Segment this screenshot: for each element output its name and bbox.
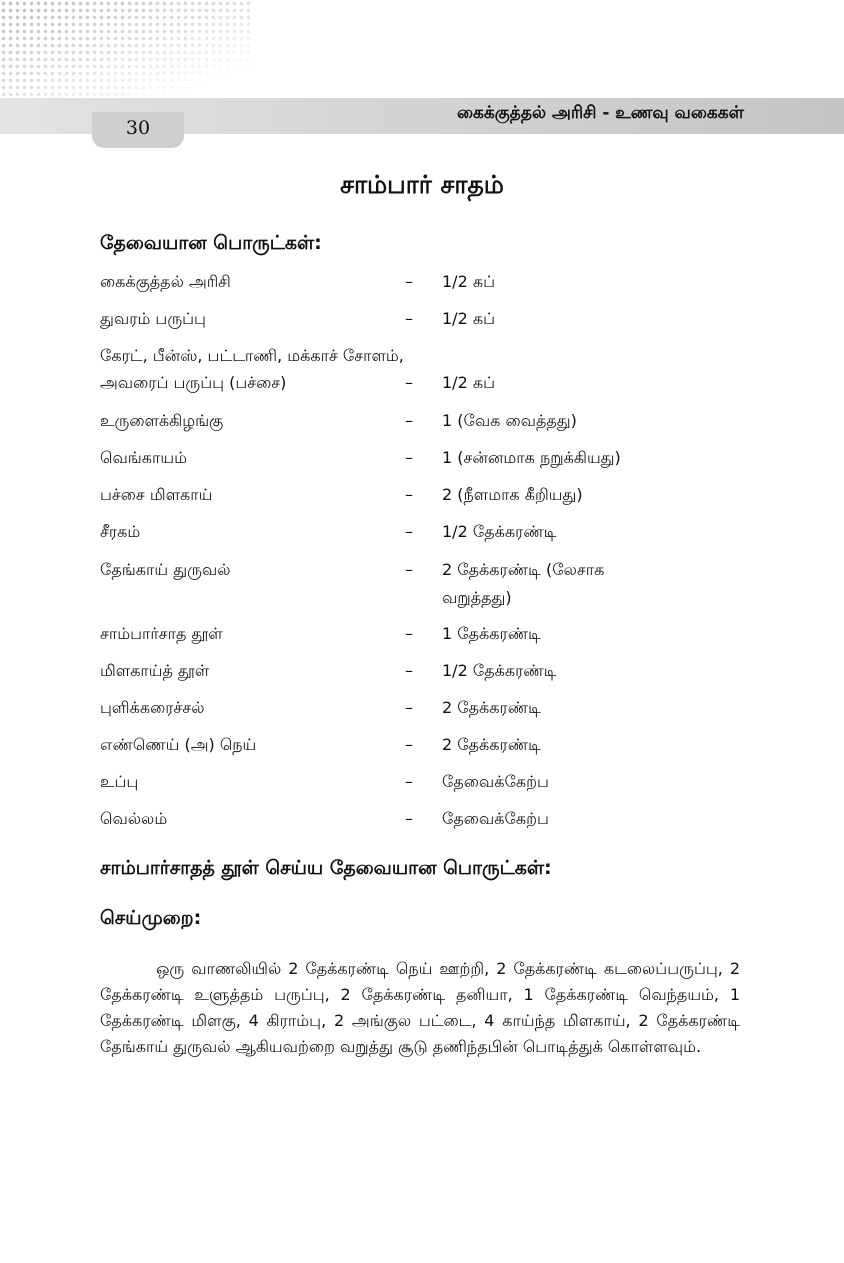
ingredient-name: வெல்லம் [100,809,168,828]
ingredient-dash: – [405,522,413,541]
ingredient-quantity: 1/2 தேக்கரண்டி [442,522,557,541]
ingredients-heading: தேவையான பொருட்கள்: [100,232,322,254]
ingredient-name: பச்சை மிளகாய் [100,485,213,504]
method-heading: செய்முறை: [100,907,202,929]
ingredient-dash: – [405,772,413,791]
ingredient-dash: – [405,809,413,828]
ingredient-quantity: 1 தேக்கரண்டி [442,624,541,643]
ingredient-dash: – [405,309,413,328]
ingredient-quantity: 1/2 கப் [442,309,495,328]
ingredient-name: சாம்பார்சாத தூள் [100,624,223,643]
ingredient-quantity-continued: வறுத்தது) [442,588,512,607]
ingredient-quantity: 2 தேக்கரண்டி [442,698,541,717]
ingredient-quantity: 2 தேக்கரண்டி [442,735,541,754]
ingredient-name: உருளைக்கிழங்கு [100,411,224,430]
ingredient-dash: – [405,698,413,717]
ingredient-name: சீரகம் [100,522,141,541]
ingredient-name: கைக்குத்தல் அரிசி [100,272,231,291]
ingredient-name: தேங்காய் துருவல் [100,560,231,579]
ingredient-dash: – [405,411,413,430]
ingredient-dash: – [405,448,413,467]
ingredient-name-continued: கேரட், பீன்ஸ், பட்டாணி, மக்காச் சோளம், [100,346,404,365]
ingredient-quantity: 1 (வேக வைத்தது) [442,411,577,430]
ingredient-dash: – [405,485,413,504]
ingredient-quantity: 1/2 கப் [442,373,495,392]
ingredient-name: எண்ணெய் (அ) நெய் [100,735,257,754]
ingredient-quantity: 1 (சன்னமாக நறுக்கியது) [442,448,621,467]
ingredient-dash: – [405,272,413,291]
recipe-title: சாம்பார் சாதம் [340,170,504,199]
method-paragraph: ஒரு வாணலியில் 2 தேக்கரண்டி நெய் ஊற்றி, 2 தேக்கரண்டி கடலைப்பருப்பு, 2 தேக்கரண்டி உளுத்தம் பருப்பு, 2 தேக்கரண்டி தனியா, 1 தேக்கரண்டி வெந்தயம், 1 தேக்கரண்டி மிளகு, 4 கிராம்பு, 2 அங்குல பட்டை, 4 காய்ந்த மிளகாய், 2 தேக்கரண்டி தேங்காய் துருவல் ஆகியவற்றை வறுத்து சூடு தணிந்தபின் பொடித்துக் கொள்ளவும். [100,959,740,1056]
ingredient-dash: – [405,735,413,754]
ingredient-name: வெங்காயம் [100,448,187,467]
ingredient-dash: – [405,560,413,579]
ingredient-quantity: 1/2 தேக்கரண்டி [442,661,557,680]
ingredient-quantity: 2 தேக்கரண்டி (லேசாக [442,560,605,579]
ingredient-name: புளிக்கரைச்சல் [100,698,205,717]
ingredient-dash: – [405,624,413,643]
ingredient-quantity: தேவைக்கேற்ப [442,809,549,828]
ingredient-dash: – [405,373,413,392]
ingredient-quantity: 2 (நீளமாக கீறியது) [442,485,583,504]
ingredient-quantity: தேவைக்கேற்ப [442,772,549,791]
ingredient-name: மிளகாய்த் தூள் [100,661,210,680]
ingredient-quantity: 1/2 கப் [442,272,495,291]
ingredient-dash: – [405,661,413,680]
powder-ingredients-heading: சாம்பார்சாதத் தூள் செய்ய தேவையான பொருட்கள்: [100,857,552,879]
ingredient-name: துவரம் பருப்பு [100,309,206,328]
page-number: 30 [125,117,151,139]
ingredient-name: அவரைப் பருப்பு (பச்சை) [100,373,287,392]
ingredient-name: உப்பு [100,772,139,791]
book-title: கைக்குத்தல் அரிசி - உணவு வகைகள் [456,103,744,123]
halftone-dot-pattern [0,0,250,110]
